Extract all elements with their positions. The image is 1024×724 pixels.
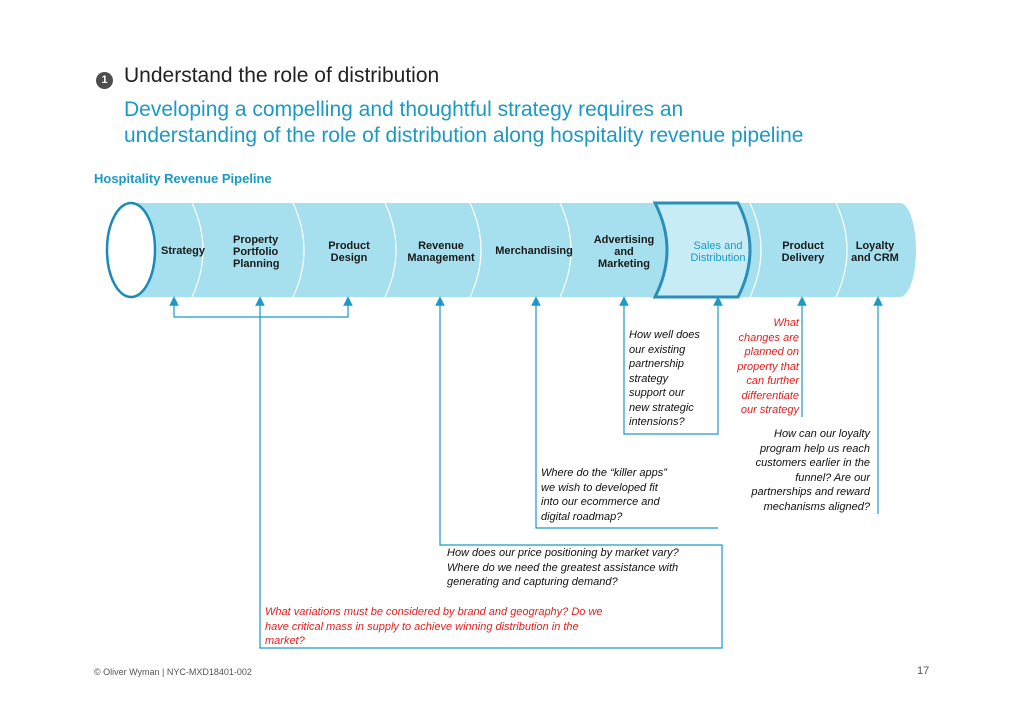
question-line: market? [265, 635, 305, 647]
question-line: digital roadmap? [541, 510, 623, 523]
pipeline-title: Hospitality Revenue Pipeline [94, 171, 272, 186]
question-line: our existing [629, 343, 686, 356]
stage-revenue-management [407, 240, 474, 264]
question-killer-apps [541, 466, 667, 524]
subtitle-line-1: Developing a compelling and thoughtful strategy requires an [124, 98, 684, 121]
question-line: Where do the “killer apps” [541, 467, 667, 479]
question-line: planned on [744, 346, 799, 358]
stage-line: Product [328, 240, 370, 252]
question-line: partnership [629, 358, 685, 370]
question-line: property that [737, 360, 799, 373]
question-line: our strategy [740, 404, 799, 416]
question-line: we wish to developed fit [541, 481, 658, 494]
subtitle-line-2: understanding of the role of distribution along hospitality revenue pipeline [124, 124, 804, 147]
stage-line: and [614, 246, 634, 258]
stage-merchandising: Merchandising [495, 245, 573, 257]
question-partnership [629, 328, 700, 430]
stage-advertising-marketing [594, 234, 655, 270]
stage-line: Sales and [693, 240, 743, 252]
question-line: funnel? Are our [795, 471, 870, 484]
stage-property-portfolio-planning [233, 234, 279, 270]
question-line: How does our price positioning by market vary? [447, 547, 679, 559]
stage-line: Portfolio [233, 246, 279, 258]
question-line: can further [746, 375, 799, 387]
stage-loyalty-crm [851, 240, 899, 264]
question-line: Where do we need the greatest assistance with [447, 561, 679, 574]
stage-line: Planning [233, 258, 280, 270]
stage-line: Property [233, 234, 279, 246]
question-line: How can our loyalty [774, 428, 870, 440]
stage-product-design [328, 240, 370, 264]
question-line: mechanisms aligned? [763, 500, 870, 513]
step-number-badge: 1 [96, 72, 113, 89]
question-line: have critical mass in supply to achieve winning distribution in the [265, 620, 579, 633]
question-line: new strategic [629, 401, 694, 414]
stage-line: Product [782, 240, 824, 252]
question-line: What variations must be considered by brand and geography? Do we [265, 606, 603, 618]
question-line: customers earlier in the [755, 457, 870, 469]
question-line: What [773, 317, 799, 329]
stage-line: Advertising [593, 234, 655, 246]
question-line: support our [629, 387, 685, 399]
question-line: How well does [629, 329, 700, 341]
stage-line: Revenue [418, 240, 464, 252]
stage-line: Distribution [690, 252, 746, 264]
stage-line: Loyalty [855, 240, 895, 252]
question-line: generating and capturing demand? [447, 576, 618, 588]
stage-line: and CRM [851, 252, 899, 264]
question-line: program help us reach [759, 442, 870, 455]
stage-product-delivery [782, 240, 825, 264]
question-line: differentiate [741, 389, 799, 402]
question-changes [724, 316, 799, 418]
stage-line: Marketing [598, 258, 650, 270]
page-title: Understand the role of distribution [124, 64, 440, 87]
question-loyalty [722, 427, 870, 514]
question-line: into our ecommerce and [541, 496, 660, 508]
question-line: partnerships and reward [751, 486, 870, 498]
stage-line: Design [330, 252, 368, 264]
stage-line: Management [407, 252, 475, 264]
stage-strategy: Strategy [160, 245, 206, 257]
page-number: 17 [917, 665, 930, 677]
stage-sales-distribution [690, 240, 745, 264]
question-line: intensions? [629, 416, 685, 428]
question-variations [265, 605, 603, 649]
question-line: changes are [738, 331, 799, 344]
question-line: strategy [629, 372, 669, 385]
question-price [447, 546, 679, 590]
pipe-opening [107, 203, 155, 297]
footer-copyright: © Oliver Wyman | NYC-MXD18401-002 [94, 667, 252, 677]
stage-line: Delivery [781, 252, 825, 264]
